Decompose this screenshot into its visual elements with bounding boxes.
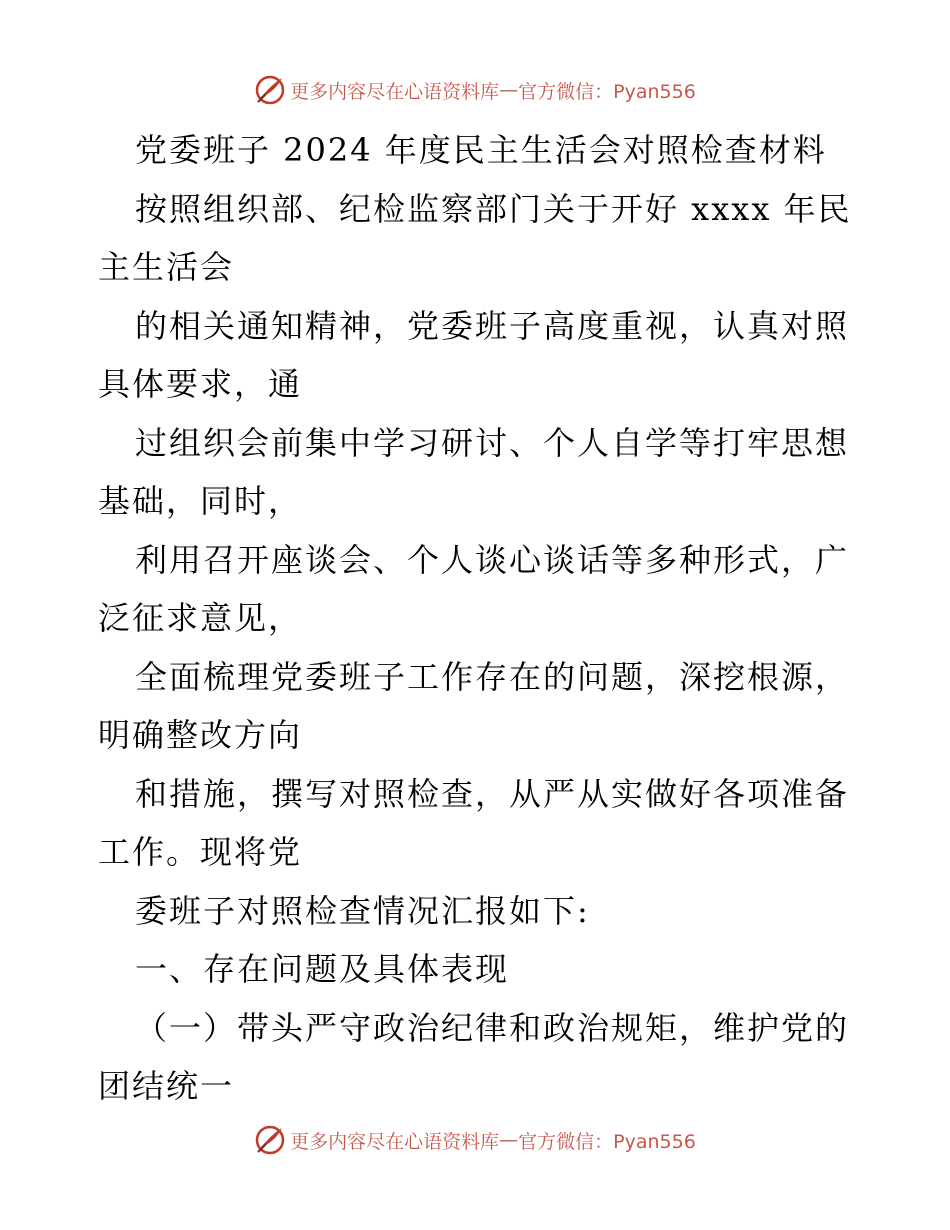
watermark-text: 更多内容尽在心语资料库 xyxy=(290,80,500,103)
text-line: （一）带头严守政治纪律和政治规矩，维护党的 xyxy=(135,1008,850,1047)
text-line: 泛征求意见， xyxy=(98,599,303,637)
text-line: 委班子对照检查情况汇报如下: xyxy=(135,891,590,930)
text-line: 明确整改方向 xyxy=(98,716,303,754)
text-line: 党委班子 2024 年度民主生活会对照检查材料 xyxy=(135,131,827,169)
text-line: 主生活会 xyxy=(98,248,235,286)
text-line: 全面梳理党委班子工作存在的问题，深挖根源， xyxy=(135,657,850,696)
watermark-separator: — xyxy=(499,1129,519,1151)
text-line: 工作。现将党 xyxy=(98,833,303,871)
text-line: 过组织会前集中学习研讨、个人自学等打牢思想 xyxy=(135,423,850,462)
text-line: 基础，同时， xyxy=(98,482,303,520)
watermark-header xyxy=(0,70,950,110)
watermark-text: 更多内容尽在心语资料库 xyxy=(290,1130,500,1153)
text-line: 的相关通知精神，党委班子高度重视，认真对照 xyxy=(135,306,850,345)
text-line: 利用召开座谈会、个人谈心谈话等多种形式，广 xyxy=(135,540,850,579)
watermark-separator: — xyxy=(499,79,519,101)
watermark-suffix: 官方微信：Pyan556 xyxy=(518,1130,696,1153)
watermark-suffix: 官方微信：Pyan556 xyxy=(518,80,696,103)
quill-logo-icon xyxy=(254,1124,286,1156)
text-line: 一、存在问题及具体表现 xyxy=(135,950,510,988)
document-body xyxy=(98,121,850,1116)
quill-logo-icon xyxy=(254,74,286,106)
text-line: 和措施，撰写对照检查，从严从实做好各项准备 xyxy=(135,774,850,813)
text-line: 具体要求，通 xyxy=(98,365,303,403)
text-line: 按照组织部、纪检监察部门关于开好 xxxx 年民 xyxy=(135,189,852,228)
watermark-footer xyxy=(0,1120,950,1160)
text-line: 团结统一 xyxy=(98,1067,235,1105)
